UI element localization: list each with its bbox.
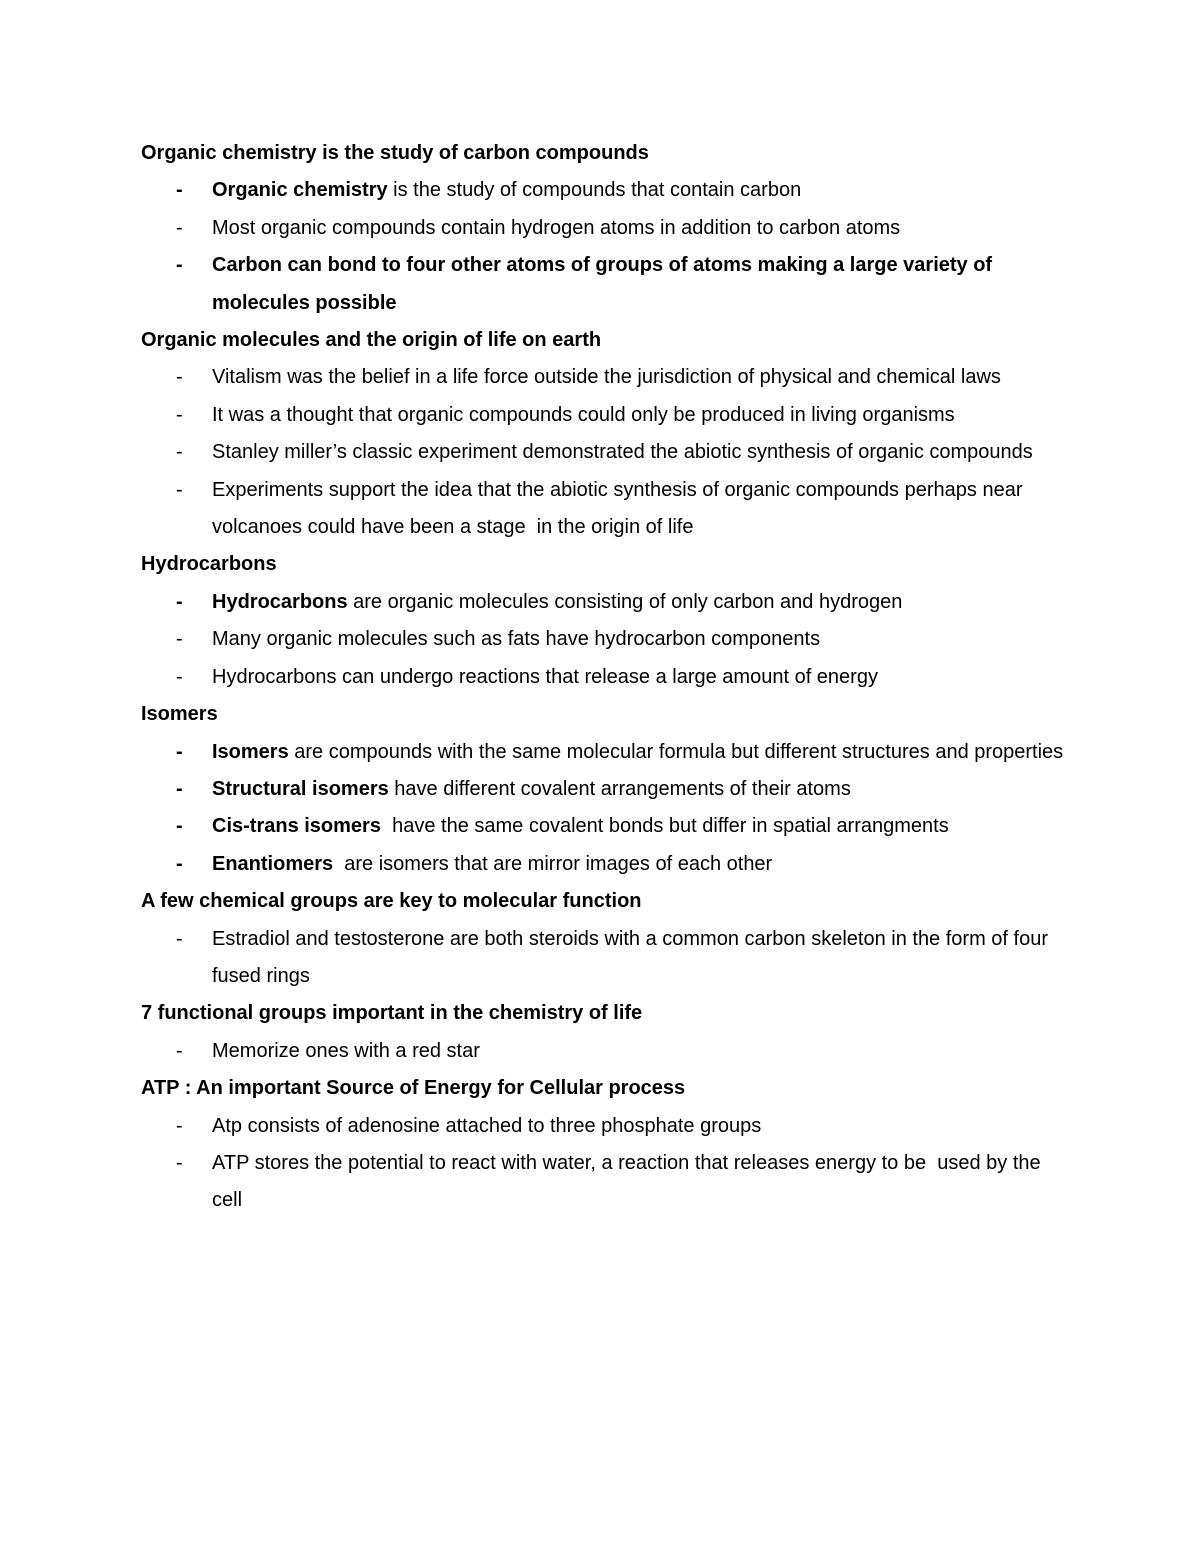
bullet-text: ATP stores the potential to react with water, a reaction that releases energy to be used by the cell (212, 1151, 1047, 1212)
section-heading: Hydrocarbons (141, 553, 277, 576)
bullet-item (141, 1033, 1071, 1070)
bullet-dash: - (176, 852, 183, 875)
bullet-item (141, 808, 1071, 845)
section-heading: Isomers (141, 703, 218, 726)
bullet-term: Carbon can bond to four other atoms of groups of atoms making a large variety of molecules possible (212, 254, 993, 314)
bullet-text: Stanley miller’s classic experiment demonstrated the abiotic synthesis of organic compounds (212, 441, 1033, 464)
section-heading: ATP : An important Source of Energy for Cellular process (141, 1077, 686, 1100)
bullet-text: Vitalism was the belief in a life force outside the jurisdiction of physical and chemical laws (212, 366, 1001, 389)
bullet-dash: - (176, 815, 183, 838)
bullet-dash: - (176, 1114, 183, 1137)
bullet-text: Many organic molecules such as fats have hydrocarbon components (212, 628, 821, 651)
bullet-item (141, 397, 1071, 434)
bullet-dash: - (176, 777, 183, 800)
bullet-dash: - (176, 740, 183, 763)
bullet-text: have the same covalent bonds but differ in spatial arrangments (380, 815, 949, 838)
bullet-text: It was a thought that organic compounds could only be produced in living organisms (212, 403, 955, 426)
bullet-text: have different covalent arrangements of their atoms (388, 777, 851, 800)
bullet-text: Hydrocarbons can undergo reactions that release a large amount of energy (212, 665, 878, 688)
bullet-dash: - (176, 254, 183, 277)
section-heading: 7 functional groups important in the chemistry of life (141, 1002, 643, 1025)
bullet-text: are compounds with the same molecular formula but different structures and properties (288, 740, 1064, 763)
section-heading: Organic chemistry is the study of carbon compounds (141, 142, 649, 164)
bullet-item (141, 359, 1071, 396)
bullet-text: are organic molecules consisting of only carbon and hydrogen (347, 590, 903, 613)
bullet-item (141, 734, 1071, 771)
bullet-item (141, 846, 1071, 883)
bullet-dash: - (176, 590, 183, 613)
bullet-dash: - (176, 1151, 183, 1174)
bullet-dash: - (176, 665, 183, 688)
bullet-item (141, 1108, 1071, 1145)
bullet-term: Isomers (212, 740, 289, 763)
bullet-term: Organic chemistry (212, 179, 388, 202)
bullet-term: Hydrocarbons (212, 590, 348, 613)
bullet-dash: - (176, 366, 183, 389)
bullet-item (141, 584, 1071, 621)
bullet-text: Memorize ones with a red star (212, 1039, 480, 1062)
bullet-item (141, 1145, 1071, 1220)
bullet-item (141, 210, 1071, 247)
bullet-item (141, 921, 1071, 996)
bullet-dash: - (176, 927, 183, 950)
bullet-text: Experiments support the idea that the abiotic synthesis of organic compounds perhaps near volcanoes could have been a stage in the origin of life (212, 478, 1029, 539)
bullet-item (141, 621, 1071, 658)
bullet-term: Enantiomers (212, 852, 334, 875)
bullet-item (141, 247, 1071, 322)
section-heading: Organic molecules and the origin of life on earth (141, 329, 602, 352)
document-body (141, 135, 1071, 1220)
bullet-item (141, 172, 1071, 209)
section-heading: A few chemical groups are key to molecular function (141, 890, 642, 913)
bullet-text: Atp consists of adenosine attached to three phosphate groups (212, 1114, 762, 1137)
bullet-text: Most organic compounds contain hydrogen atoms in addition to carbon atoms (212, 216, 901, 239)
bullet-dash: - (176, 179, 183, 202)
bullet-item (141, 771, 1071, 808)
bullet-dash: - (176, 478, 183, 501)
bullet-term: Cis-trans isomers (212, 815, 381, 838)
bullet-dash: - (176, 403, 183, 426)
bullet-dash: - (176, 216, 183, 239)
bullet-dash: - (176, 628, 183, 651)
bullet-text: Estradiol and testosterone are both steroids with a common carbon skeleton in the form of four fused rings (212, 927, 1054, 987)
bullet-dash: - (176, 1039, 183, 1062)
bullet-item (141, 659, 1071, 696)
bullet-text: is the study of compounds that contain carbon (387, 179, 802, 202)
bullet-term: Structural isomers (212, 777, 389, 800)
bullet-text: are isomers that are mirror images of each other (333, 852, 773, 875)
bullet-item (141, 472, 1071, 547)
bullet-item (141, 434, 1071, 471)
bullet-dash: - (176, 441, 183, 464)
